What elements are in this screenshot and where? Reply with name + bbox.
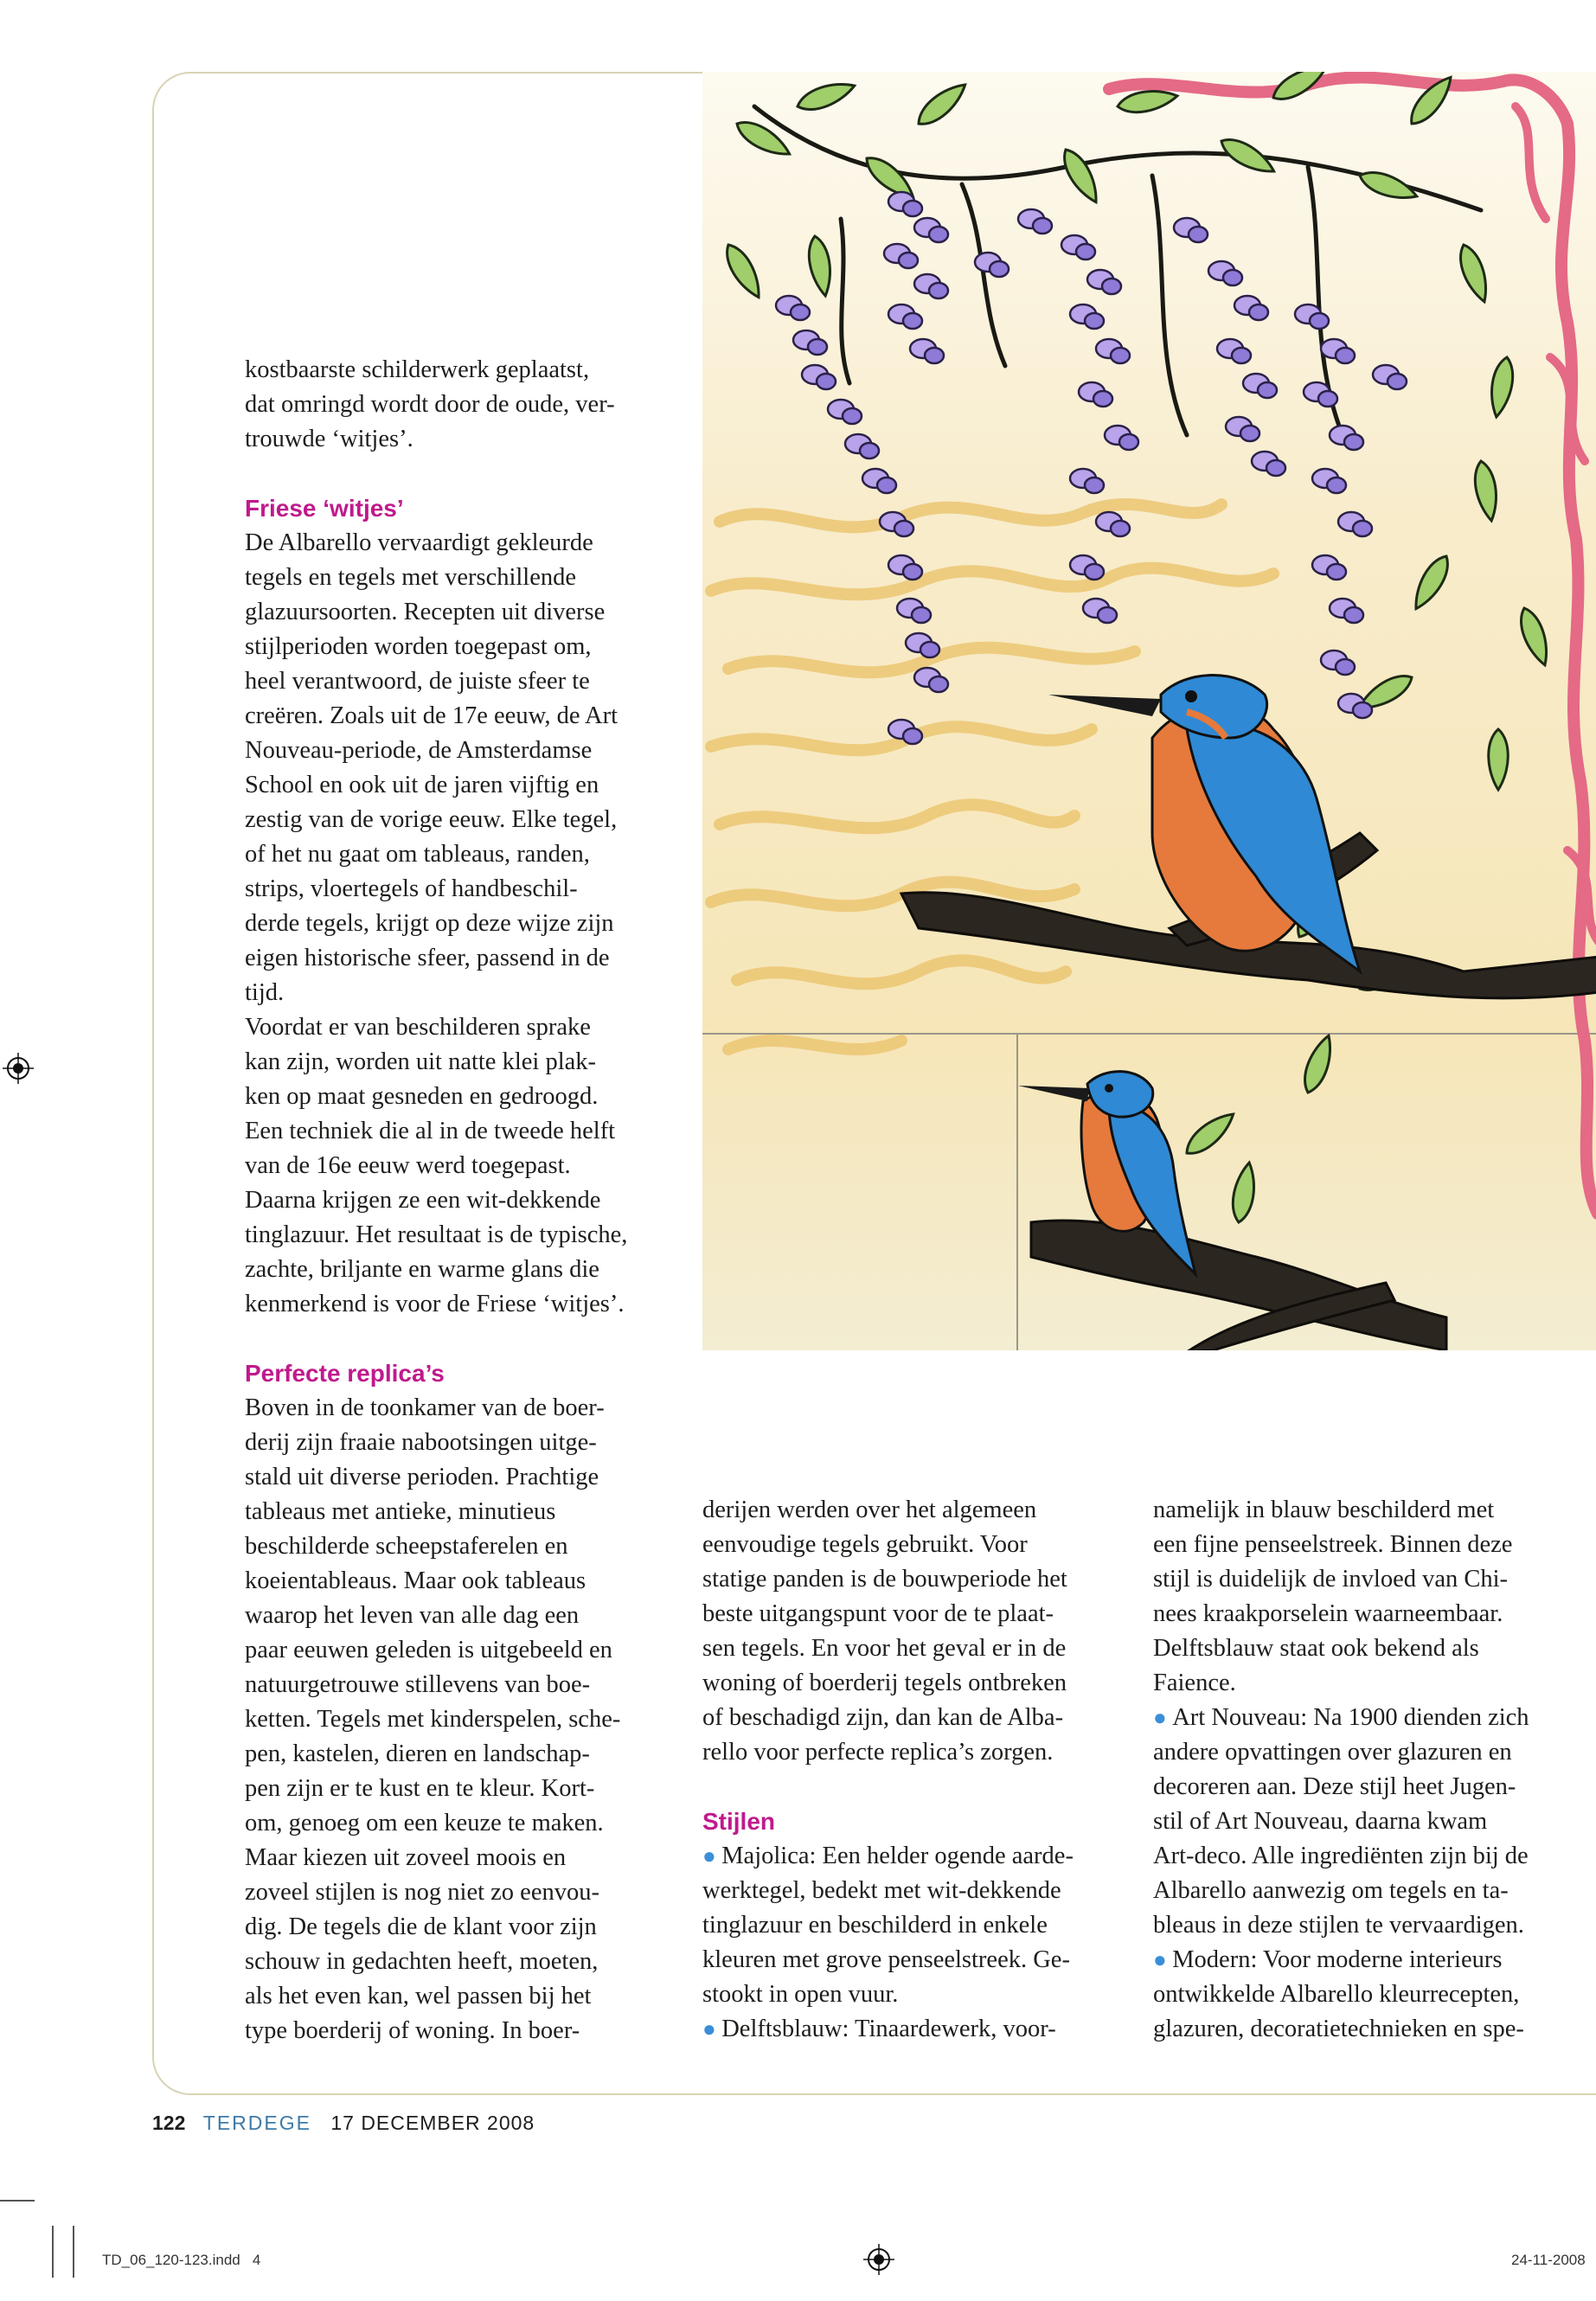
text-line: derij zijn fraaie nabootsingen uitge- (245, 1429, 597, 1456)
text-line: zachte, briljante en warme glans die (245, 1256, 599, 1283)
text-line: een fijne penseelstreek. Binnen deze (1153, 1531, 1513, 1558)
text-line: stijlperioden worden toegepast om, (245, 633, 592, 660)
text-line: derijen werden over het algemeen (702, 1497, 1037, 1523)
text-line: sen tegels. En voor het geval er in de (702, 1635, 1067, 1662)
text-line: beschilderde scheepstaferelen en (245, 1533, 568, 1560)
text-line: trouwde ‘witjes’. (245, 426, 413, 452)
col1-paragraph-1 (245, 526, 695, 1010)
text-line: derde tegels, krijgt op deze wijze zijn (245, 910, 614, 937)
text-line: of beschadigd zijn, dan kan de Alba- (702, 1704, 1064, 1731)
text-line: heel verantwoord, de juiste sfeer te (245, 668, 590, 695)
text-line: pen, kastelen, dieren en landschap- (245, 1740, 590, 1767)
text-line: type boerderij of woning. In boer- (245, 2017, 580, 2044)
text-line: schouw in gedachten heeft, moeten, (245, 1948, 599, 1975)
text-line: ● Modern: Voor moderne interieurs (1153, 1946, 1503, 1973)
text-line: creëren. Zoals uit de 17e eeuw, de Art (245, 702, 619, 729)
issue-date: 17 DECEMBER 2008 (330, 2112, 535, 2134)
text-line: stil of Art Nouveau, daarna kwam (1153, 1808, 1488, 1835)
text-line: ken op maat gesneden en gedroogd. (245, 1083, 599, 1110)
text-line: stald uit diverse perioden. Prachtige (245, 1464, 599, 1490)
text-line: eenvoudige tegels gebruikt. Voor (702, 1531, 1028, 1558)
text-line: waarop het leven van alle dag een (245, 1602, 580, 1629)
heading-perfecte-replicas: Perfecte replica’s (245, 1360, 445, 1387)
text-line: ● Delftsblauw: Tinaardewerk, voor- (702, 2016, 1056, 2042)
registration-mark-left (3, 1053, 34, 1084)
col1-paragraph-3 (245, 1391, 695, 2048)
column-3 (1153, 1493, 1594, 2047)
text-line: statige panden is de bouwperiode het (702, 1566, 1067, 1593)
text-line: tinglazuur. Het resultaat is de typische, (245, 1221, 628, 1248)
page-footer (152, 2112, 535, 2135)
bullet-dot-icon: ● (702, 1843, 722, 1868)
text-line: strips, vloertegels of handbeschil- (245, 875, 578, 902)
col1-intro (245, 353, 695, 457)
bullet-modern (1153, 1943, 1594, 2047)
column-2 (702, 1493, 1144, 2047)
text-line: Art-deco. Alle ingrediënten zijn bij de (1153, 1843, 1529, 1869)
wisteria-kingfisher-artwork (702, 72, 1596, 1350)
text-line: namelijk in blauw beschilderd met (1153, 1497, 1495, 1523)
text-line: kenmerkend is voor de Friese ‘witjes’. (245, 1291, 625, 1317)
text-line: koeientableaus. Maar ook tableaus (245, 1567, 586, 1594)
text-line: of het nu gaat om tableaus, randen, (245, 841, 590, 868)
text-line: tinglazuur en beschilderd in enkele (702, 1912, 1048, 1939)
text-line: glazuursoorten. Recepten uit diverse (245, 599, 606, 625)
text-line: nees kraakporselein waarneembaar. (1153, 1600, 1503, 1627)
crop-mark-left-v2 (73, 2226, 74, 2278)
text-line: glazuren, decoratietechnieken en spe- (1153, 2016, 1524, 2042)
text-line: ● Majolica: Een helder ogende aarde- (702, 1843, 1074, 1869)
col1-paragraph-2 (245, 1010, 695, 1322)
text-line: eigen historische sfeer, passend in de (245, 945, 610, 971)
text-line: van de 16e eeuw werd toegepast. (245, 1152, 571, 1179)
bullet-art-nouveau (1153, 1701, 1594, 1943)
text-line: ontwikkelde Albarello kleurrecepten, (1153, 1981, 1520, 2008)
text-line: beste uitgangspunt voor de te plaat- (702, 1600, 1054, 1627)
magazine-name: TERDEGE (202, 2112, 311, 2134)
text-line: pen zijn er te kust en te kleur. Kort- (245, 1775, 595, 1802)
text-line: kleuren met grove penseelstreek. Ge- (702, 1946, 1070, 1973)
text-line: Een techniek die al in de tweede helft (245, 1118, 616, 1144)
registration-mark-bottom (863, 2244, 894, 2275)
page-number: 122 (152, 2112, 186, 2134)
text-line: werktegel, bedekt met wit-dekkende (702, 1877, 1061, 1904)
text-line: stookt in open vuur. (702, 1981, 899, 2008)
heading-stijlen: Stijlen (702, 1808, 776, 1835)
text-line: kostbaarste schilderwerk geplaatst, (245, 356, 590, 383)
text-line: Boven in de toonkamer van de boer- (245, 1394, 605, 1421)
text-line: stijl is duidelijk de invloed van Chi- (1153, 1566, 1509, 1593)
text-line: andere opvattingen over glazuren en (1153, 1739, 1512, 1766)
text-line: Maar kiezen uit zoveel moois en (245, 1844, 567, 1871)
text-line: tijd. (245, 979, 285, 1006)
text-line: dig. De tegels die de klant voor zijn (245, 1913, 597, 1940)
text-line: natuurgetrouwe stillevens van boe- (245, 1671, 591, 1698)
col2-paragraph-1 (702, 1493, 1144, 1770)
text-line: ketten. Tegels met kinderspelen, sche- (245, 1706, 621, 1733)
col3-paragraph-1 (1153, 1493, 1594, 1701)
text-line: dat omringd wordt door de oude, ver- (245, 391, 615, 418)
text-line: Nouveau-periode, de Amsterdamse (245, 737, 593, 764)
text-line: als het even kan, wel passen bij het (245, 1983, 592, 2009)
bullet-majolica (702, 1839, 1144, 2012)
text-line: zestig van de vorige eeuw. Elke tegel, (245, 806, 618, 833)
tile-tableau-illustration (702, 72, 1596, 1350)
text-line: tableaus met antieke, minutieus (245, 1498, 556, 1525)
column-1 (245, 353, 695, 2048)
text-line: om, genoeg om een keuze te maken. (245, 1810, 604, 1836)
slug-filename: TD_06_120-123.indd 4 (102, 2252, 261, 2268)
heading-friese-witjes: Friese ‘witjes’ (245, 495, 404, 522)
text-line: paar eeuwen geleden is uitgebeeld en (245, 1637, 612, 1663)
text-line: zoveel stijlen is nog niet zo eenvou- (245, 1879, 599, 1906)
text-line: Faience. (1153, 1670, 1236, 1696)
text-line: Voordat er van beschilderen sprake (245, 1014, 591, 1041)
crop-mark-left-h (0, 2200, 35, 2202)
text-line: ● Art Nouveau: Na 1900 dienden zich (1153, 1704, 1529, 1731)
slug-timestamp: 24-11-2008 (1511, 2252, 1586, 2268)
text-line: kan zijn, worden uit natte klei plak- (245, 1048, 596, 1075)
bullet-dot-icon: ● (1153, 1947, 1173, 1972)
bullet-dot-icon: ● (1153, 1705, 1173, 1730)
text-line: bleaus in deze stijlen te vervaardigen. (1153, 1912, 1524, 1939)
text-line: Daarna krijgen ze een wit-dekkende (245, 1187, 601, 1214)
text-line: Delftsblauw staat ook bekend als (1153, 1635, 1479, 1662)
crop-mark-left-v1 (52, 2226, 54, 2278)
text-line: De Albarello vervaardigt gekleurde (245, 529, 593, 556)
text-line: decoreren aan. Deze stijl heet Jugen- (1153, 1773, 1516, 1800)
text-line: rello voor perfecte replica’s zorgen. (702, 1739, 1054, 1766)
text-line: tegels en tegels met verschillende (245, 564, 577, 591)
text-line: School en ook uit de jaren vijftig en (245, 772, 599, 798)
text-line: Albarello aanwezig om tegels en ta- (1153, 1877, 1509, 1904)
bullet-delftsblauw (702, 2012, 1144, 2047)
bullet-dot-icon: ● (702, 2016, 722, 2041)
text-line: woning of boerderij tegels ontbreken (702, 1670, 1067, 1696)
